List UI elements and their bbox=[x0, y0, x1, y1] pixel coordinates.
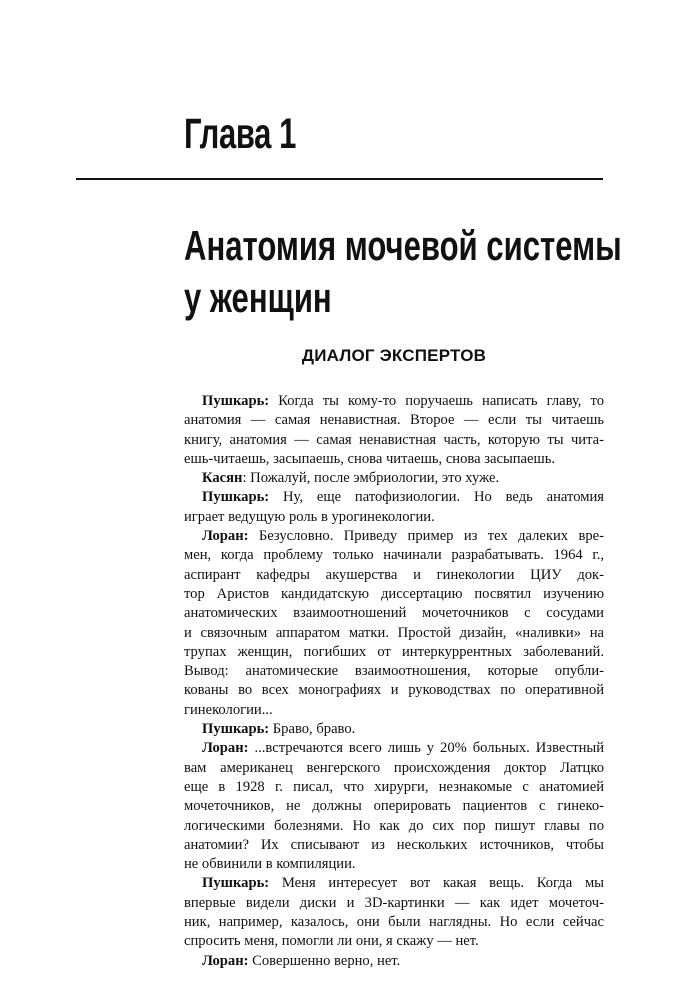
dialog-text: мен, когда проблему только начинали разрабатывать. 1964 г., bbox=[184, 547, 604, 564]
dialog-line bbox=[184, 411, 604, 430]
dialog-text: и связочным аппаратом матки. Простой дизайн, «наливки» на bbox=[184, 624, 604, 641]
dialog-text: анатомических взаимоотношений мочеточников с сосудами bbox=[184, 605, 604, 622]
dialog-text: мочеточников, не должны оперировать пациентов с гинеко- bbox=[184, 798, 604, 815]
dialog-line bbox=[184, 566, 604, 585]
dialog-line bbox=[184, 392, 604, 411]
chapter-title-line: Анатомия мочевой системы bbox=[184, 222, 622, 269]
chapter-divider bbox=[76, 178, 603, 180]
dialog-line bbox=[184, 817, 604, 836]
dialog-line bbox=[184, 431, 604, 450]
speaker-name: Лоран: bbox=[202, 952, 249, 969]
dialog-line bbox=[184, 508, 604, 527]
dialog-text: анатомия — самая ненавистная. Второе — если ты читаешь bbox=[184, 412, 604, 429]
dialog-line bbox=[184, 585, 604, 604]
dialog-text: ник, например, казалось, они были наглядны. Но если сейчас bbox=[184, 914, 604, 931]
dialog-text: книгу, анатомия — самая ненавистная часть, которую ты чита- bbox=[184, 431, 604, 448]
dialog-paragraph bbox=[184, 527, 604, 720]
dialog-text: Меня интересует вот какая вещь. Когда мы bbox=[269, 875, 604, 892]
dialog-text: играет ведущую роль в урогинекологии. bbox=[184, 508, 435, 525]
dialog-text: тор Аристов кандидатскую диссертацию посвятил изучению bbox=[184, 585, 604, 602]
dialog-body bbox=[184, 392, 604, 971]
speaker-name: Пушкарь: bbox=[202, 721, 270, 738]
dialog-text: Безусловно. Приведу пример из тех далеких вре- bbox=[248, 528, 604, 545]
dialog-line bbox=[184, 932, 604, 951]
dialog-text: Браво, браво. bbox=[269, 721, 356, 738]
dialog-text: еще в 1928 г. писал, что хирурги, незнакомые с анатомией bbox=[184, 778, 604, 795]
dialog-text: : Пожалуй, после эмбриологии, это хуже. bbox=[242, 470, 500, 487]
dialog-paragraph bbox=[184, 739, 604, 874]
dialog-text: анатомии? Их списывают из нескольких источников, чтобы bbox=[184, 836, 604, 853]
dialog-text: кованы во всех монографиях и руководствах по оперативной bbox=[184, 682, 604, 699]
dialog-text: логическими болезнями. Но как до сих пор пишут главы по bbox=[184, 817, 604, 834]
dialog-line bbox=[184, 894, 604, 913]
dialog-line bbox=[184, 527, 604, 546]
dialog-line bbox=[184, 759, 604, 778]
dialog-paragraph bbox=[184, 874, 604, 951]
speaker-name: Лоран: bbox=[202, 528, 249, 545]
dialog-text: спросить меня, помогли ли они, я скажу — нет. bbox=[184, 933, 479, 950]
chapter-label: Глава 1 bbox=[184, 110, 297, 158]
dialog-paragraph bbox=[184, 469, 604, 488]
dialog-text: не обвинили в компиляции. bbox=[184, 856, 356, 873]
speaker-name: Лоран: bbox=[202, 740, 249, 757]
dialog-line bbox=[184, 874, 604, 893]
dialog-paragraph bbox=[184, 952, 604, 971]
dialog-line bbox=[184, 624, 604, 643]
dialog-text: трупах женщин, погибших от интеркуррентных заболеваний. bbox=[184, 643, 604, 660]
dialog-line bbox=[184, 488, 604, 507]
dialog-paragraph bbox=[184, 392, 604, 469]
dialog-paragraph bbox=[184, 720, 604, 739]
dialog-line bbox=[184, 720, 604, 739]
dialog-line bbox=[184, 739, 604, 758]
dialog-text: Совершенно верно, нет. bbox=[248, 952, 401, 969]
section-heading: ДИАЛОГ ЭКСПЕРТОВ bbox=[301, 346, 487, 365]
speaker-name: Пушкарь: bbox=[202, 875, 270, 892]
dialog-paragraph bbox=[184, 488, 604, 527]
dialog-line bbox=[184, 662, 604, 681]
dialog-text: гинекологии... bbox=[184, 701, 273, 718]
dialog-line bbox=[184, 913, 604, 932]
chapter-title-line: у женщин bbox=[184, 274, 332, 321]
dialog-text: впервые видели диски и 3D-картинки — как идет мочеточ- bbox=[184, 894, 604, 911]
dialog-line bbox=[184, 952, 604, 971]
dialog-line bbox=[184, 546, 604, 565]
dialog-line bbox=[184, 450, 604, 469]
dialog-text: Ну, еще патофизиологии. Но ведь анатомия bbox=[269, 489, 604, 506]
dialog-line bbox=[184, 469, 604, 488]
chapter-title bbox=[184, 220, 622, 324]
dialog-line bbox=[184, 643, 604, 662]
dialog-text: ...встречаются всего лишь у 20% больных. Известный bbox=[248, 740, 604, 757]
dialog-line bbox=[184, 855, 604, 874]
dialog-line bbox=[184, 681, 604, 700]
dialog-text: ешь-читаешь, засыпаешь, снова читаешь, снова засыпаешь. bbox=[184, 450, 556, 467]
dialog-text: аспирант кафедры акушерства и гинекологии ЦИУ док- bbox=[184, 566, 604, 583]
speaker-name: Пушкарь: bbox=[202, 489, 270, 506]
dialog-text: вам американец венгерского происхождения доктор Латцко bbox=[184, 759, 604, 776]
dialog-line bbox=[184, 836, 604, 855]
speaker-name: Пушкарь: bbox=[202, 393, 270, 409]
dialog-line bbox=[184, 604, 604, 623]
dialog-line bbox=[184, 778, 604, 797]
dialog-line bbox=[184, 701, 604, 720]
dialog-text: Вывод: анатомические взаимоотношения, которые опубли- bbox=[184, 663, 604, 680]
speaker-name: Касян bbox=[202, 470, 243, 487]
dialog-text: Когда ты кому-то поручаешь написать главу, то bbox=[269, 393, 604, 409]
dialog-line bbox=[184, 797, 604, 816]
